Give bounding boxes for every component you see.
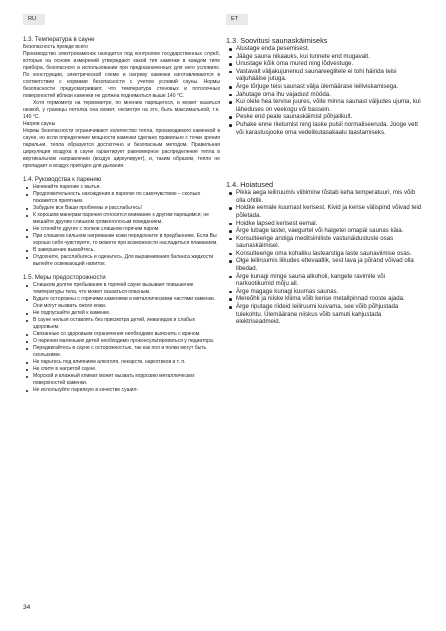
section-heading-1-3-et: 1.3. Soovitusi saunaskäimiseks bbox=[226, 36, 328, 45]
list-item: Ärge kunagi minge sauna alkoholi, kangete ravimite või narkootikumid mõju all. bbox=[226, 273, 423, 288]
section-heading-1-5-ru: 1.5. Меры предосторожности bbox=[23, 274, 106, 281]
list-item: Konsulteerige oma kohaliku lastearstiga laste saunaviimise osas. bbox=[226, 250, 423, 258]
list-item: О парении маленьких детей необходимо проконсультироваться у педиатора. bbox=[23, 338, 220, 345]
list-item: В завершение вымойтесь. bbox=[23, 247, 220, 254]
list-item: Ärge riputage riideid leiliruumi kuivama, see võib põhjustada tulekohtu. Ülemäärane niiskus võib samuti kahjustada elektriseadmeid. bbox=[226, 303, 423, 326]
list-item: Не подпускайте детей к каменке. bbox=[23, 310, 220, 317]
page-number: 34 bbox=[23, 604, 31, 611]
list-item: Hoidke lapsed kerisest eemal. bbox=[226, 220, 423, 228]
list-item: Ärge tõrjuge teisi saunast välja ülemäärase leiliviskamisega. bbox=[226, 83, 423, 91]
section-heading-1-4-et: 1.4. Hoiatused bbox=[226, 180, 274, 190]
list-item: Отдохните, расслабьтесь и оденьтесь. Для выравнивания баланса жидкости выпейте освежающий напиток. bbox=[23, 254, 220, 268]
list-item: Peske end peale saunaskäimist põhjalikult. bbox=[226, 113, 423, 121]
list-item: Puhake enne riietumist ning laske pulsil normaliseeruda. Jooge vett või karastusjooke oma vedelikutasakaalu taastamiseks. bbox=[226, 121, 423, 136]
bullet-list-1-3-et bbox=[226, 45, 423, 136]
list-item: Vastavalt väljakujunenud saunareeglitele ei tohi häirida teisi valjuhäälse jutuga. bbox=[226, 68, 423, 83]
language-tag-et: ET bbox=[226, 14, 248, 25]
list-item: Ärge magage kunagi kuumas saunas. bbox=[226, 288, 423, 296]
list-item: Ärge lubage lastel, vaegurtel või haigetel omapäi saunas käia. bbox=[226, 227, 423, 235]
list-item: Konsulteerige arstiga meditsiiniliste vastunäidustuste osas saunaskäimisel. bbox=[226, 235, 423, 250]
list-item: Hoidke eemale kuumast kerisest. Kivid ja kerise välispind võivad teid põletada. bbox=[226, 204, 423, 219]
list-item: Не сгоняйте других с полков слишком горячим паром. bbox=[23, 226, 220, 233]
list-item: Связанные со здоровьем ограничения необходимо выяснить с врачом. bbox=[23, 331, 220, 338]
list-item: Alustage enda pesemisest. bbox=[226, 45, 423, 53]
language-tag-ru: RU bbox=[23, 14, 45, 25]
list-item: Не используйте парилкую в качестве сушил- bbox=[23, 387, 220, 394]
list-item: Морской и влажный климат может вызвать коррозию металлических поверхностей каменки. bbox=[23, 373, 220, 387]
list-item: Будьте осторожны с горячими каменями и металлическими частями каменки. Они могут вызвать ожоги кожи. bbox=[23, 296, 220, 310]
bullet-list-1-4-ru bbox=[23, 184, 220, 268]
subheading-safety-ru: Безопасность прежде всего bbox=[23, 44, 88, 50]
section-heading-1-4-ru: 1.4. Руководства к парению bbox=[23, 176, 102, 183]
list-item: Передвигайтесь в сауне с осторожностью, так как пол и полки могут быть скользкими. bbox=[23, 345, 220, 359]
bullet-list-1-4-et bbox=[226, 189, 423, 326]
column-estonian bbox=[226, 36, 423, 326]
list-item: Забудьте все Ваши проблемы и расслабьтесь! bbox=[23, 205, 220, 212]
subheading-heating-ru: Нагрев сауны bbox=[23, 121, 56, 127]
list-item: При слишком сильном нагревании кожи передохните в предбаннике. Если Вы хорошо себя чувствуете, то можете при возможности насладиться плаванием. bbox=[23, 233, 220, 247]
list-item: К хорошим манерам парения относится внимание к другим парящимся; не мешайте другим слишком громкоголосым поведением. bbox=[23, 212, 220, 226]
column-russian bbox=[23, 36, 220, 394]
list-item: Jääge sauna nikaauks, kui tunnete end mugavalt. bbox=[226, 53, 423, 61]
bullet-list-1-5-ru bbox=[23, 282, 220, 394]
list-item: Слишком долгое пребывание в горячей сауне вызывает повышение температуры тела, что может оказаться опасным. bbox=[23, 282, 220, 296]
list-item: В сауне нельзя оставлять без присмотра детей, инвалидов и слабых здоровьем. bbox=[23, 317, 220, 331]
list-item: Mereõhk ja niiske kliima võib kerise metallpinnad rooste ajada. bbox=[226, 295, 423, 303]
section-heading-1-3-ru: 1.3. Температура в сауне bbox=[23, 36, 95, 43]
list-item: Не спите в нагретой сауне. bbox=[23, 366, 220, 373]
list-item: Olge leiliruumis liikudes ettevaatlik, sest lava ja põrand võivad olla libedad. bbox=[226, 257, 423, 272]
list-item: Pikka aega leiliruumis viibimine tõstab keha temperatuuri, mis võib olla ohtlik. bbox=[226, 189, 423, 204]
list-item: Jahutage oma ihu vajadust mööda. bbox=[226, 91, 423, 99]
list-item: Начинайте парение с мытья. bbox=[23, 184, 220, 191]
paragraph-heating-ru: Нормы безопасности ограничивают количество тепла, производимого каменкой в сауне, но если определение мощности каменки сделано правильно с точки зрения парильни, тепла образуется достаточно и безопасным методом. Правильная циркуляция воздуха в сауне гарантирует равномерное распределение тепла в вертикальном направлении (воздух циркулирует), и, таким образом, тепло не пропадает и воздух пригоден для дыхания. bbox=[23, 128, 220, 169]
list-item: Продолжительность нахождения в парилке по самочувствию – сколько покажется приятным. bbox=[23, 191, 220, 205]
list-item: Не парьтесь под влиянием алкоголя, лекарств, наркотиков и т. п. bbox=[23, 359, 220, 366]
list-item: Unustage kõik oma mured ning lõdvestuge. bbox=[226, 60, 423, 68]
paragraph-thermometer-ru: Хотя термометр на термометре, по мнению парящегося, и может казаться низкой, у границы потолка она может, несмотря на это, быть максимальной, т.е. 140 °C. bbox=[23, 100, 220, 120]
paragraph-safety-ru: Производство электрокаменок находится под контролем государственных служб, которые на основе измерений утверждают какой тип каменки в каждом типе прибора, безопасного в использовании при предназначенных для него условиях. По конструкции, электрической схеме и нагреву каменки изготавливаются в соответствии с нормами безопасности с учетом условий сауны. Нормы безопасности предусматривают, что температура стеновых и потолочных поверхностей вблизи каменки не должна подниматься выше 140 °C. bbox=[23, 51, 220, 99]
list-item: Kui olete hea tervise juures, võite minna saunast väljudes ujuma, kui läheduses on veekogu või bassein. bbox=[226, 98, 423, 113]
